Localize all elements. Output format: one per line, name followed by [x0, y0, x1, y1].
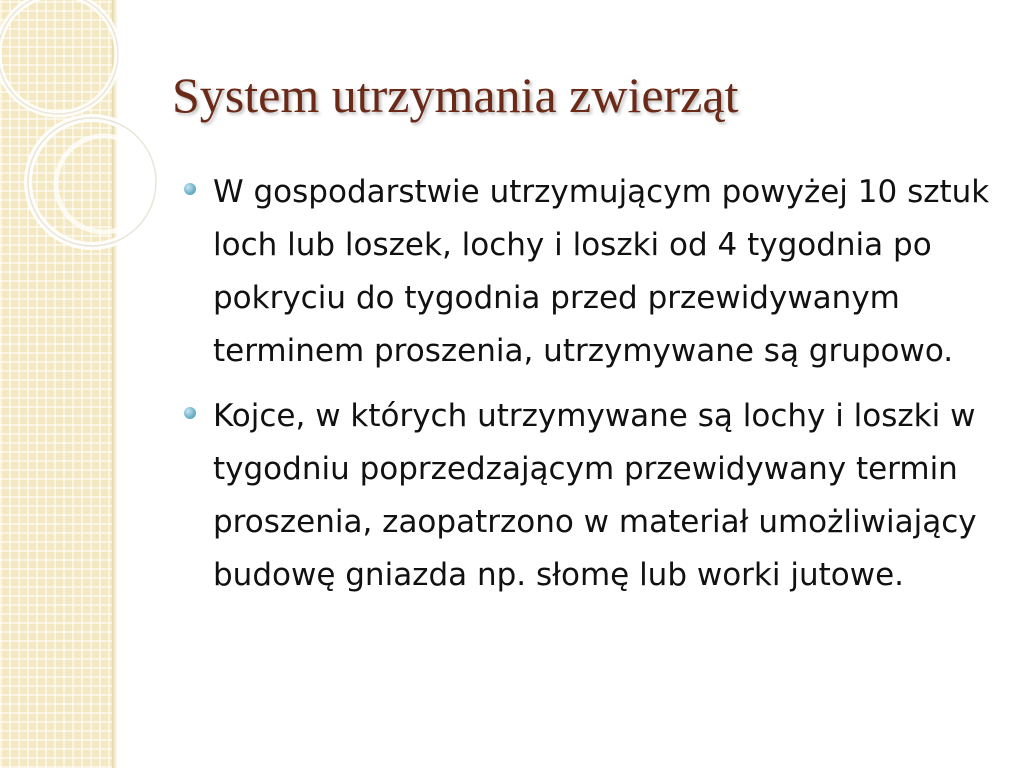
bullet-item: [184, 166, 992, 378]
decorative-rings-icon: [0, 0, 160, 300]
bullet-list: [184, 166, 992, 614]
bullet-dot-icon: [184, 183, 196, 195]
bullet-item: [184, 390, 992, 602]
slide-title: System utrzymania zwierząt: [172, 67, 739, 123]
bullet-text: W gospodarstwie utrzymującym powyżej 10 sztuk loch lub loszek, lochy i loszki od 4 tygodnia po pokryciu do tygodnia przed przewidywanym terminem proszenia, utrzymywane są grupowo.: [213, 174, 990, 369]
bullet-dot-icon: [184, 407, 196, 419]
bullet-text: Kojce, w których utrzymywane są lochy i loszki w tygodniu poprzedzającym przewidywany termin proszenia, zaopatrzono w materiał umożliwiający budowę gniazda np. słomę lub worki jutowe.: [213, 398, 977, 593]
